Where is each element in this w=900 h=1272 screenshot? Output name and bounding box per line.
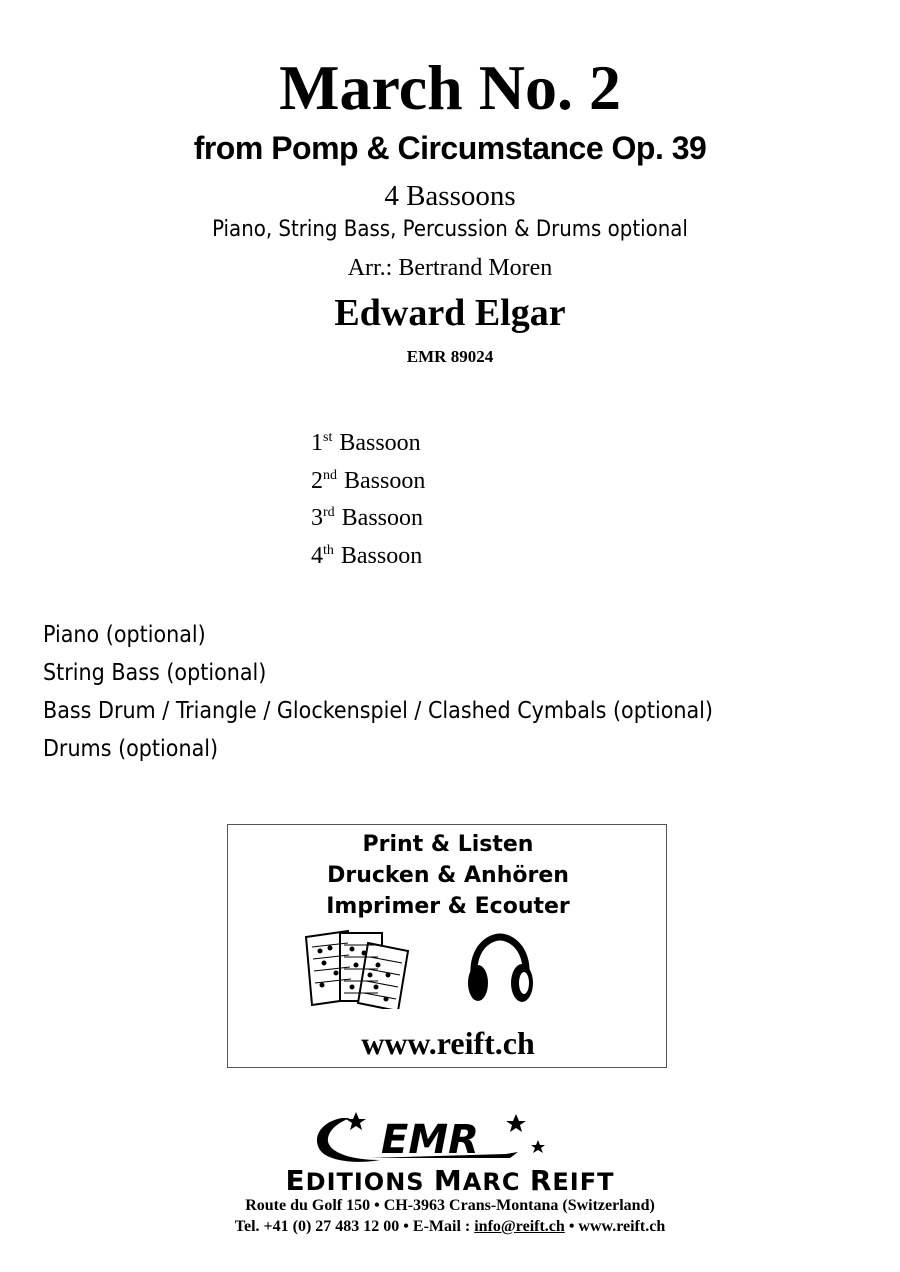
part-number: 4 [311, 542, 323, 569]
arranger: Arr.: Bertrand Moren [347, 255, 553, 281]
optional-part-item: Bass Drum / Triangle / Glockenspiel / Clashed Cymbals (optional) [43, 698, 713, 724]
page-title: March No. 2 [279, 52, 621, 123]
part-suffix: st [323, 430, 333, 445]
publisher-contact [0, 1215, 900, 1239]
part-item [311, 500, 425, 538]
part-item [311, 463, 425, 501]
optional-part-item: Piano (optional) [43, 622, 206, 648]
promo-line-en: Print & Listen [362, 832, 534, 857]
part-number: 1 [311, 430, 323, 456]
part-name: Bassoon [335, 505, 424, 531]
publisher-word: DITIONS [305, 1168, 434, 1196]
publisher-word: ARC [462, 1168, 530, 1196]
print-listen-box [227, 824, 667, 1068]
optional-part-item: String Bass (optional) [43, 660, 267, 686]
parts-list [311, 425, 425, 575]
publisher-initial: E [285, 1164, 306, 1197]
composer: Edward Elgar [334, 292, 566, 334]
subtitle: from Pomp & Circumstance Op. 39 [193, 130, 707, 166]
part-suffix: th [323, 542, 334, 558]
optional-instruments: Piano, String Bass, Percussion & Drums optional [212, 217, 688, 242]
publisher-initial: M [433, 1164, 463, 1197]
sheet-music-icon [302, 929, 412, 1009]
catalog-code: EMR 89024 [406, 347, 494, 366]
optional-parts-list [43, 617, 713, 769]
part-name: Bassoon [334, 542, 423, 569]
part-name: Bassoon [338, 467, 426, 494]
part-suffix: rd [323, 505, 335, 520]
publisher-word: EIFT [552, 1168, 615, 1196]
contact-tel: Tel. +41 (0) 27 483 12 00 • E-Mail : [234, 1218, 475, 1235]
emr-logo [310, 1108, 550, 1166]
part-item [311, 538, 425, 576]
optional-part-item: Drums (optional) [43, 736, 219, 762]
part-number: 3 [311, 505, 323, 531]
part-number: 2 [311, 467, 323, 494]
publisher-address: Route du Golf 150 • CH-3963 Crans-Montana (Switzerland) [245, 1197, 655, 1214]
emr-logo-text: EMR [381, 1117, 479, 1163]
contact-web: • www.reift.ch [564, 1218, 666, 1235]
part-name: Bassoon [333, 430, 421, 456]
instrumentation: 4 Bassoons [384, 180, 516, 212]
headphones-icon [464, 933, 536, 1009]
publisher-initial: R [529, 1164, 553, 1197]
publisher-name [0, 1166, 900, 1197]
promo-line-de: Drucken & Anhören [327, 863, 569, 888]
promo-line-fr: Imprimer & Ecouter [326, 894, 570, 919]
part-suffix: nd [323, 467, 337, 483]
part-item [311, 425, 425, 463]
promo-url: www.reift.ch [361, 1025, 535, 1061]
email-link[interactable]: info@reift.ch [474, 1218, 565, 1235]
